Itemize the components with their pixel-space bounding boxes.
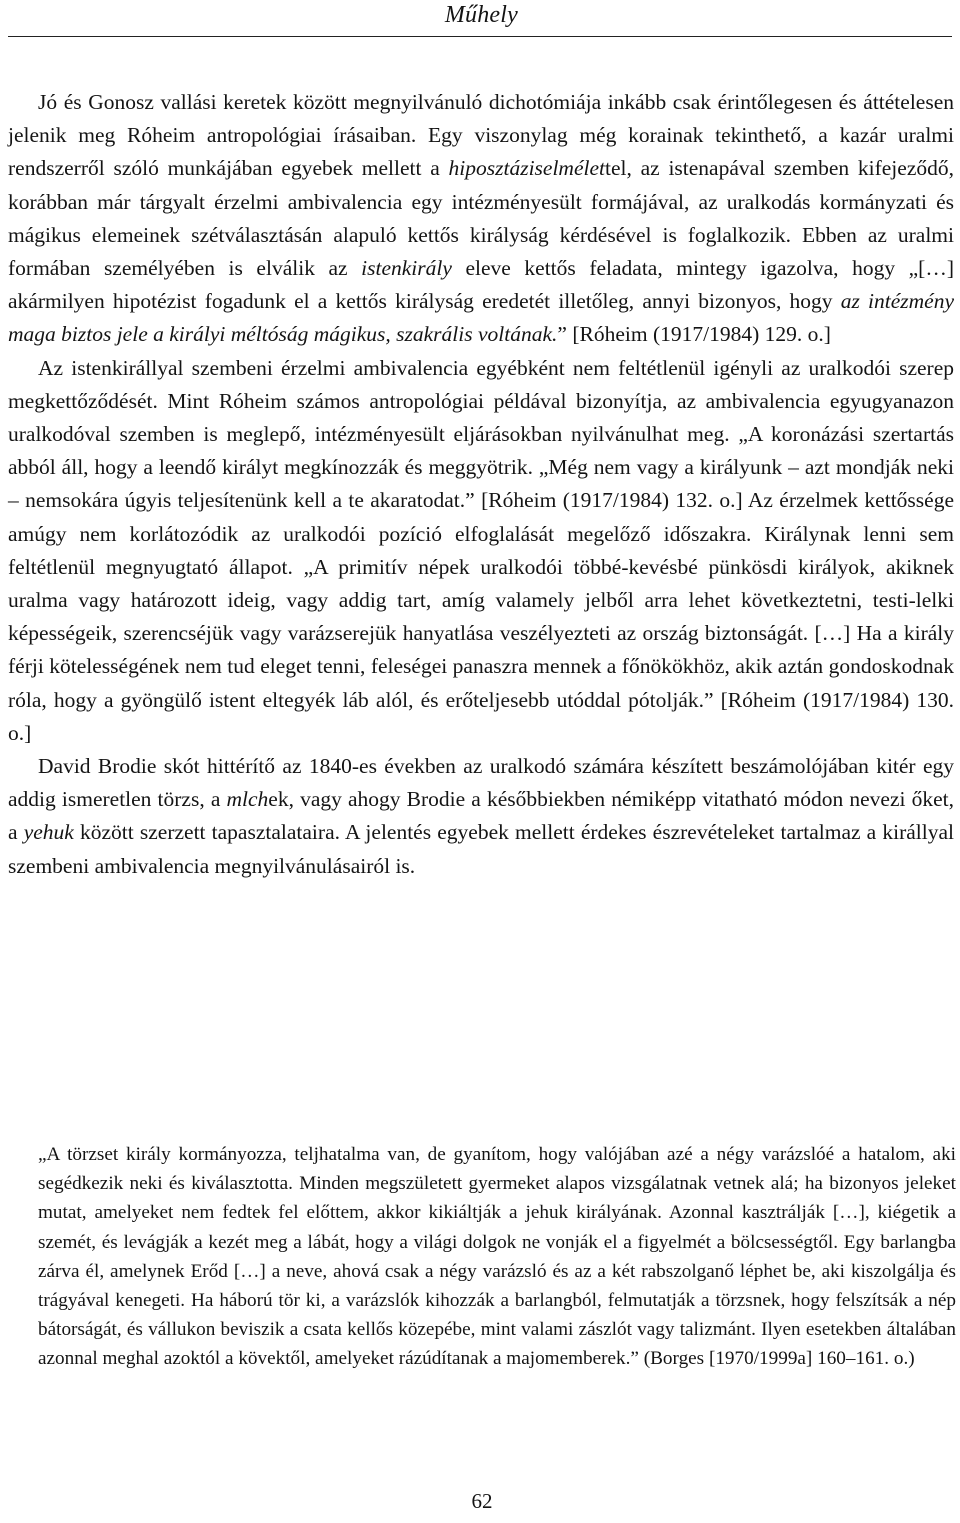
paragraph-1-italic-1: hiposztáziselmélet [448,156,605,181]
paragraph-1-italic-3: az intézmény maga biztos jele a királyi méltóság mágikus, szakrális voltának. [8,289,955,347]
paragraph-2: Az istenkirállyal szembeni érzelmi ambivalencia egyébként nem feltétlenül igényli az uralkodói szerep megkettőződését. Mint Róheim számos antropológiai példával bizonyítja, az ambivalencia egyugyanazon uralkodóval szemben is meglepő, intézményesült eljárásokban nyilvánulhat meg. „A koronázási szertartás abból áll, hogy a leendő királyt megkínozzák és meggyötrik. „Még nem vagy a királyunk – azt mondják neki – nemsokára úgyis teljesítenünk kell a te akaratodat.” [Róheim (1917/1984) 132. o.] Az érzelmek kettőssége amúgy nem korlátozódik az uralkodói pozíció elfoglalását megelőző időszakra. Királynak lenni sem feltétlenül megnyugtató állapot. „A primitív népek uralkodói többé-kevésbé pünkösdi királyok, akiknek uralma vagy határozott ideig, vagy addig tart, amíg valamely jelből arra lehet következtetni, testi-lelki képességeik, szerencséjük vagy varázserejük hanyatlása veszélyezteti az ország biztonságát. […] Ha a király férji kötelességének nem tud eleget tenni, feleségei panaszra mennek a főnökökhöz, akik aztán gondoskodnak róla, hogy a gyöngülő istent eltegyék láb alól, és erőteljesebb utóddal pótolják.” [Róheim (1917/1984) 130. o.] [8,355,954,745]
block-quote [38,1140,956,1374]
paragraph-3 [8,750,954,883]
main-text [8,86,954,883]
paragraph-1-italic-2: istenkirály [361,256,452,281]
quote-text: „A törzset király kormányozza, teljhatalma van, de gyanítom, hogy valójában azé a négy varázslóé a hatalom, aki segédkezik neki és kiválasztotta. Minden megszületett gyermeket alapos vizsgálatnak vetnek alá; ha bizonyos jeleket mutat, amelyeket nem fedtek fel előttem, akkor kikiáltják a jehuk királyának. Azonnal kasztrálják […], kiégetik a szemét, és levágják a kezét meg a lábát, hogy a világi dolgok ne vonják el a figyelmét a bölcsességtől. Egy barlangba zárva él, amelynek Erőd […] a neve, ahová csak a négy varázsló és az a két rabszolganő léphet be, aki kiszolgálja és trágyával kenegeti. Ha háború tör ki, a varázslók kihozzák a barlangból, felmutatják a törzsnek, hogy felszítsák a nép bátorságát, és vállukon beviszik a csata kellős közepébe, mint valami zászlót vagy talizmánt. Ilyen esetekben általában azonnal meghal azoktól a kövektől, amelyeket rázúdítanak a majomemberek.” (Borges [1970/1999a] 160–161. o.) [38,1144,956,1370]
section-title: Műhely [444,2,518,28]
page-number: 62 [471,1489,493,1513]
paragraph-3-text-3: között szerzett tapasztalataira. A jelentés egyebek mellett érdekes észrevételeket tartalmaz a királlyal szembeni ambivalencia megnyilvánulásairól is. [8,820,954,878]
running-header [8,0,952,37]
paragraph-1-text-4: ” [Róheim (1917/1984) 129. o.] [557,322,831,347]
paragraph-3-italic-1: mlch [226,787,269,812]
paragraph-1-text-3: eleve kettős feladata, mintegy igazolva, hogy „[…] akármilyen hipotézist fogadunk el a kettős királyság eredetét illetőleg, annyi bizonyos, hogy [8,256,954,314]
paragraph-1-text-1: Jó és Gonosz vallási keretek között megnyilvánuló dichotómiája inkább csak érintőlegesen és áttételesen jelenik meg Róheim antropológiai írásaiban. Egy viszonylag még korainak tekinthető, a kazár uralmi rendszerről szóló munkájában egyebek mellett a [8,90,954,181]
paragraph-3-text-1: David Brodie skót hittérítő az 1840-es években az uralkodó számára készített beszámolójában kitér egy addig ismeretlen törzs, a [8,754,954,812]
paragraph-1 [8,86,954,352]
paragraph-3-text-2: ek, vagy ahogy Brodie a későbbiekben némiképp vitatható módon nevezi őket, a [8,787,954,845]
paragraph-1-text-2: tel, az istenapával szemben kifejeződő, korábban már tárgyalt érzelmi ambivalencia egy intézményesült formájával, az uralkodás kormányzati és mágikus elemeinek szétválasztásán alapuló kettős királyság kérdésével is foglalkozik. Ebben az uralmi formában személyében is elválik az [8,156,954,281]
paragraph-3-italic-2: yehuk [23,820,74,845]
